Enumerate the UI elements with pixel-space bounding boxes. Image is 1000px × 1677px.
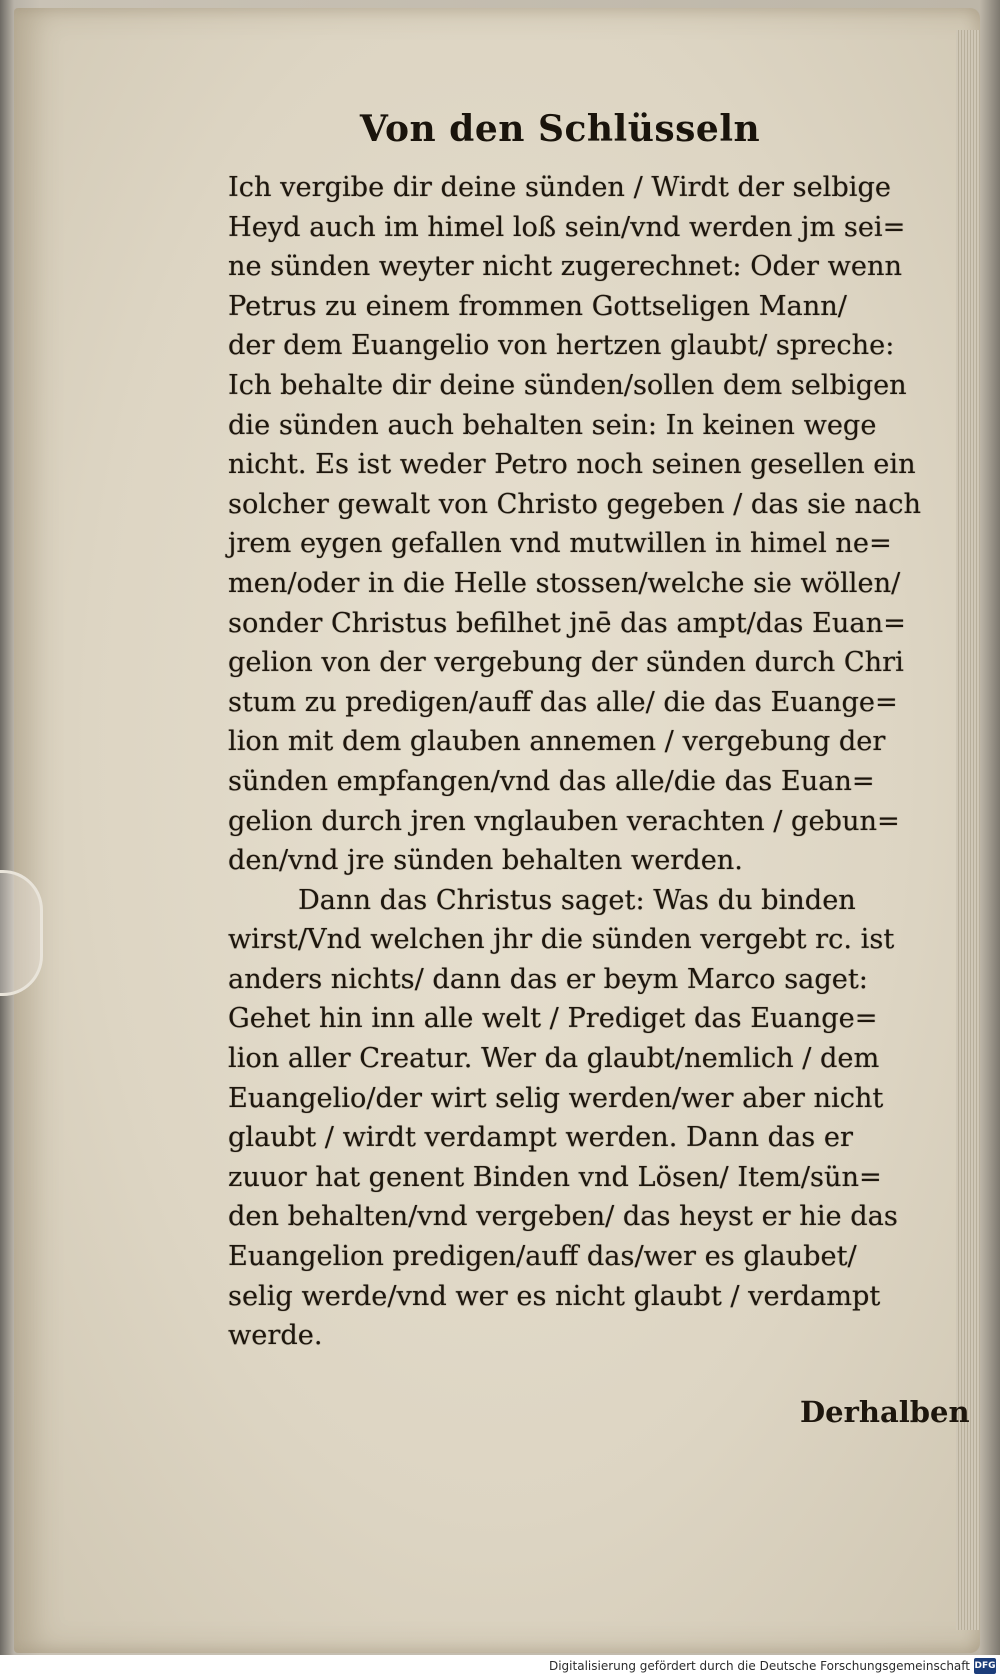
text-line: sonder Christus befilhet jnē das ampt/das Euan= — [228, 607, 906, 639]
text-line: anders nichts/ dann das er beym Marco saget: — [228, 963, 868, 995]
text-line: werde. — [228, 1320, 323, 1352]
text-line: zuuor hat genent Binden vnd Lösen/ Item/sün= — [228, 1161, 882, 1193]
text-line: gelion von der vergebung der sünden durch Chri — [228, 647, 904, 679]
text-line: der dem Euangelio von hertzen glaubt/ spreche: — [228, 330, 895, 362]
text-line: Gehet hin inn alle welt / Prediget das Euange= — [228, 1003, 878, 1035]
text-line: Euangelio/der wirt selig werden/wer aber nicht — [228, 1082, 884, 1114]
text-line: jrem eygen gefallen vnd mutwillen in himel ne= — [228, 528, 892, 560]
dfg-logo-icon: DFG — [974, 1658, 996, 1674]
text-line: ne sünden weyter nicht zugerechnet: Oder wenn — [228, 251, 903, 283]
text-line: men/oder in die Helle stossen/welche sie wöllen/ — [228, 567, 901, 599]
text-line: Heyd auch im himel loß sein/vnd werden jm sei= — [228, 211, 906, 243]
text-line: selig werde/vnd wer es nicht glaubt / verdampt — [228, 1280, 881, 1312]
footer-credit: Digitalisierung gefördert durch die Deutsche Forschungsgemeinschaft — [548, 1659, 970, 1673]
page-clip — [0, 870, 43, 996]
body-text — [228, 168, 948, 1356]
footer-bar — [0, 1655, 1000, 1677]
text-line: Euangelion predigen/auff das/wer es glaubet/ — [228, 1241, 857, 1273]
text-line: den behalten/vnd vergeben/ das heyst er hie das — [228, 1201, 898, 1233]
text-line: lion aller Creatur. Wer da glaubt/nemlich / dem — [228, 1043, 880, 1075]
text-line: lion mit dem glauben annemen / vergebung der — [228, 726, 886, 758]
text-line: Petrus zu einem frommen Gottseligen Mann/ — [228, 290, 847, 322]
text-line: stum zu predigen/auff das alle/ die das Euange= — [228, 686, 898, 718]
text-line: wirst/Vnd welchen jhr die sünden vergebt rc. ist — [228, 924, 895, 956]
catchword: Derhalben — [800, 1395, 970, 1429]
text-line: gelion durch jren vnglauben verachten / gebun= — [228, 805, 900, 837]
text-line: die sünden auch behalten sein: In keinen wege — [228, 409, 877, 441]
text-line: nicht. Es ist weder Petro noch seinen gesellen ein — [228, 449, 916, 481]
text-line: sünden empfangen/vnd das alle/die das Euan= — [228, 765, 875, 797]
text-line: solcher gewalt von Christo gegeben / das sie nach — [228, 488, 921, 520]
text-line: glaubt / wirdt verdampt werden. Dann das er — [228, 1122, 853, 1154]
text-line: Dann das Christus saget: Was du binden — [298, 884, 856, 916]
running-head: Von den Schlüsseln — [359, 108, 761, 150]
text-line: Ich behalte dir deine sünden/sollen dem selbigen — [228, 369, 907, 401]
page-edge — [956, 30, 980, 1630]
text-line: Ich vergibe dir deine sünden / Wirdt der selbige — [228, 172, 891, 203]
text-line: den/vnd jre sünden behalten werden. — [228, 845, 743, 877]
